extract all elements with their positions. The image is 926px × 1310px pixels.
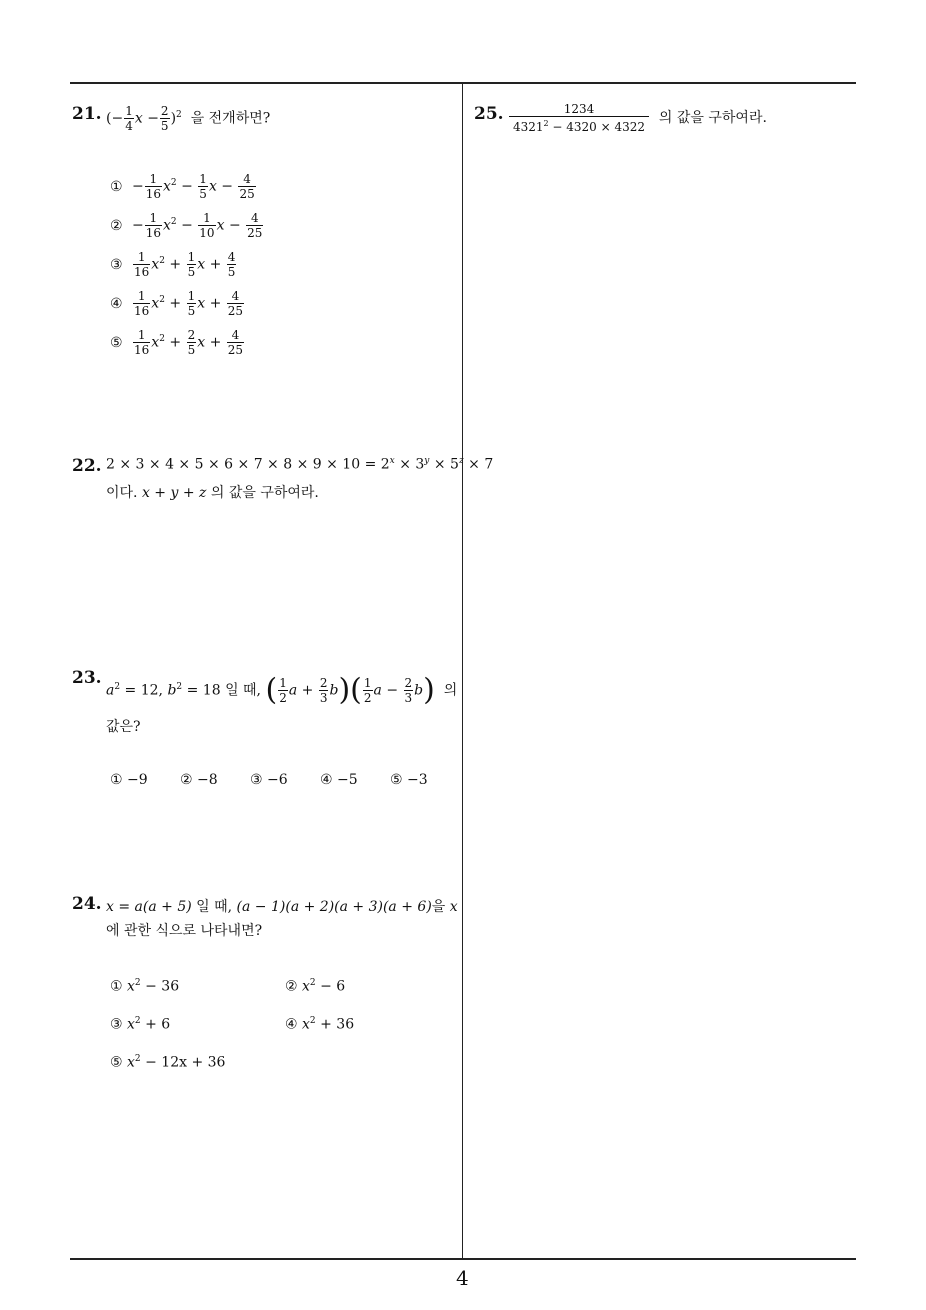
question-equation: $2 \times 3 \times 4 \times 5 \times 6 \times 7 \times 8 \times 9 \times 10 = 2^x \times 3^y \times 5^z \times 7$ (106, 456, 494, 473)
top-rule (70, 82, 856, 84)
question-condition: $a^2 = 12$, $b^2 = 18$ 일 때, ( $\frac{1}{2}$ a + $\frac{2}{3}$ b)( $\frac{1}{2}$ a − $\frac{2}{3}$ b) 의 (106, 672, 458, 708)
choice-item[interactable]: ② $x^2 - 6$ (285, 978, 346, 995)
fraction: $\frac{1}{4}$ (125, 104, 133, 133)
choice-item[interactable]: ⑤ $x^2 - 12x + 36$ (110, 1054, 226, 1071)
column-divider (462, 82, 463, 1260)
choice-item[interactable]: ⑤ $\frac{1}{16}$ $x^2$ + $\frac{2}{5}$ x + $\frac{4}{25}$ (110, 328, 244, 357)
fraction: $\frac{2}{5}$ (160, 104, 169, 133)
question-number: 22. (72, 456, 102, 476)
page-number: 4 (456, 1266, 469, 1290)
question-prompt: 에 관한 식으로 나타내면? (106, 923, 263, 939)
fraction: $\frac{1234}{4321^2 - 4320 \times 4322}$ (509, 102, 649, 134)
question-condition: x = a(a + 5) 일 때, (a − 1)(a + 2)(a + 3)(a + 6)을 x (106, 899, 458, 915)
question-prompt: (− $\frac{1}{4}$ x − $\frac{2}{5}$ )$^2$ 을 전개하면? (106, 104, 271, 133)
question-number: 21. (72, 104, 102, 124)
choice-item[interactable]: ② −8 (180, 772, 218, 788)
choice-item[interactable]: ④ $\frac{1}{16}$ $x^2$ + $\frac{1}{5}$ x + $\frac{4}{25}$ (110, 289, 244, 318)
choice-item[interactable]: ② − $\frac{1}{16}$ $x^2$ − $\frac{1}{10}$ x − $\frac{4}{25}$ (110, 211, 263, 240)
question-prompt: $\frac{1234}{4321^2 - 4320 \times 4322}$ 의 값을 구하여라. (508, 102, 767, 134)
choice-item[interactable]: ③ $\frac{1}{16}$ $x^2$ + $\frac{1}{5}$ x + $\frac{4}{5}$ (110, 250, 236, 279)
choice-item[interactable]: ⑤ −3 (390, 772, 428, 788)
bottom-rule (70, 1258, 856, 1260)
question-prompt: 이다. x + y + z 의 값을 구하여라. (106, 485, 319, 501)
choice-item[interactable]: ③ −6 (250, 772, 288, 788)
choice-item[interactable]: ① −9 (110, 772, 148, 788)
choice-row (110, 772, 460, 788)
choice-item[interactable]: ③ $x^2 + 6$ (110, 1016, 171, 1033)
question-number: 24. (72, 894, 102, 914)
choice-item[interactable]: ① − $\frac{1}{16}$ $x^2$ − $\frac{1}{5}$ x − $\frac{4}{25}$ (110, 172, 255, 201)
choice-item[interactable]: ① $x^2 - 36$ (110, 978, 180, 995)
question-prompt: 값은? (106, 719, 141, 735)
choice-item[interactable]: ④ −5 (320, 772, 358, 788)
choice-item[interactable]: ④ $x^2 + 36$ (285, 1016, 355, 1033)
question-number: 23. (72, 668, 102, 688)
prompt-text: 을 전개하면? (190, 110, 271, 127)
question-number: 25. (474, 104, 504, 124)
